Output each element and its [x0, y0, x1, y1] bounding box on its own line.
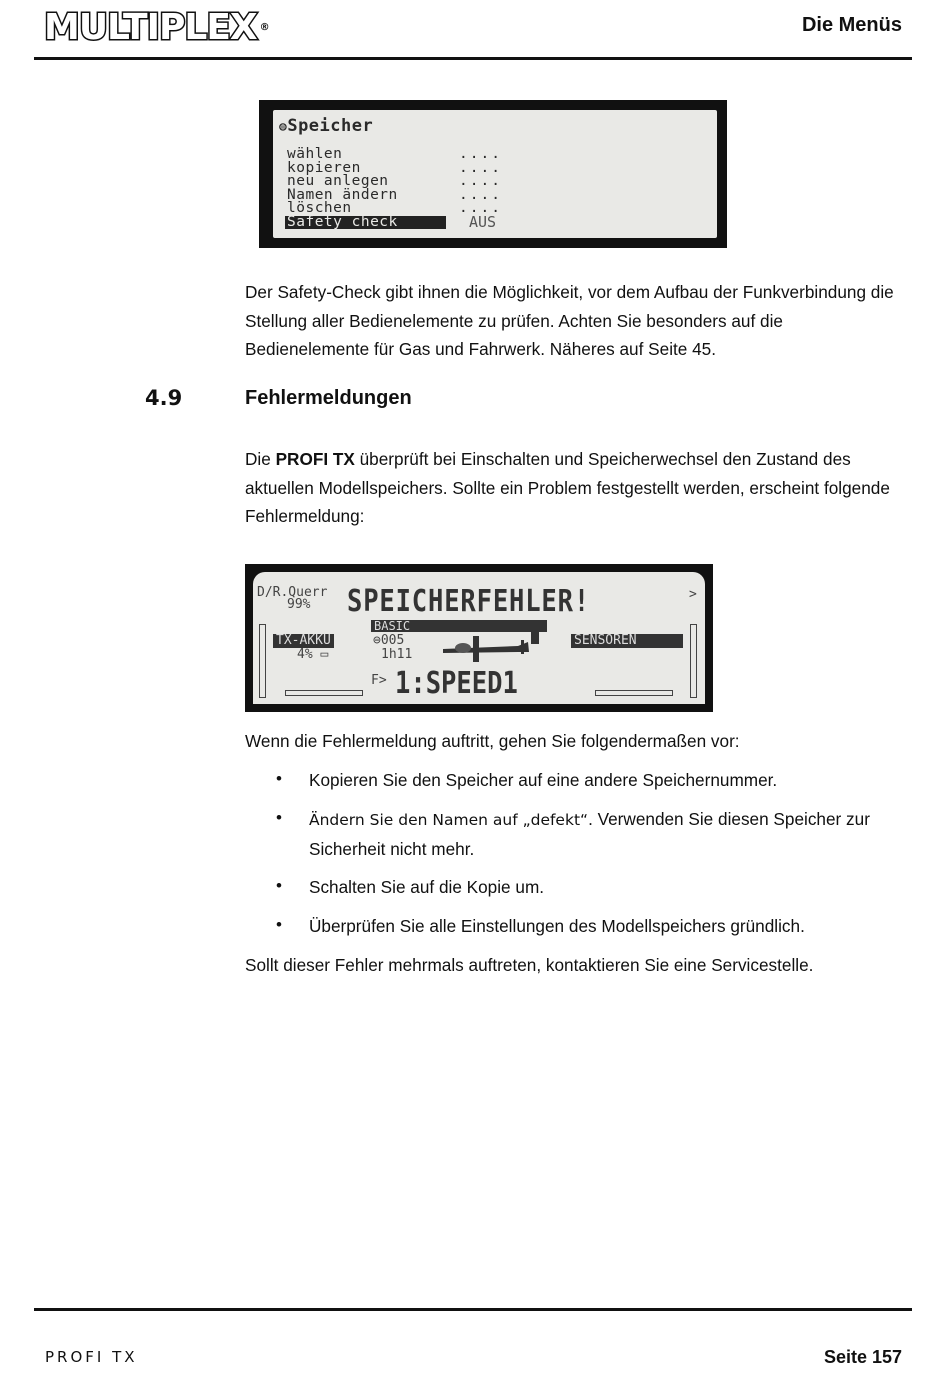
- memory-icon: ⊜: [373, 633, 381, 648]
- right-trim-slider: [690, 624, 697, 698]
- akku-value: 4% ▭: [297, 647, 329, 662]
- memory-icon: ⊜: [279, 120, 288, 135]
- bullet-item: Ändern Sie den Namen auf „defekt“. Verwenden Sie diesen Speicher zur Sicherheit nicht mehr.: [309, 809, 870, 859]
- menu-dots: ....: [459, 173, 502, 189]
- menu-item: löschen: [287, 200, 352, 216]
- bullet-item: Kopieren Sie den Speicher auf eine andere Speichernummer.: [309, 770, 778, 790]
- speicher-menu-screen: [259, 100, 727, 248]
- arrow-right-icon: >: [689, 587, 697, 602]
- bullet-item: Schalten Sie auf die Kopie um.: [309, 877, 545, 897]
- left-trim-slider: [259, 624, 266, 698]
- paragraph-steps-intro: Wenn die Fehlermeldung auftritt, gehen Sie folgendermaßen vor:: [245, 731, 740, 751]
- bullet-symbol: •: [276, 769, 282, 788]
- battery-icon: ▭: [312, 647, 329, 662]
- signal-bar: [531, 630, 539, 644]
- page-number: Seite 157: [823, 1347, 902, 1367]
- menu-dots: ....: [459, 146, 502, 162]
- timer-value: 1h11: [381, 647, 413, 662]
- bullet-symbol: •: [276, 876, 282, 895]
- error-title: SPEICHERFEHLER!: [347, 584, 591, 619]
- memory-number: ⊜005: [373, 633, 405, 648]
- speicherfehler-screen: [245, 564, 713, 712]
- menu-item: wählen: [287, 146, 343, 162]
- lcd-display: [273, 110, 717, 238]
- basic-bar: BASIC: [371, 620, 547, 632]
- menu-item-selected: Safety check: [285, 216, 446, 230]
- sensoren-label: SENSOREN: [571, 634, 683, 648]
- bullet-item: Überprüfen Sie alle Einstellungen des Modellspeichers gründlich.: [309, 916, 805, 936]
- section-title: Fehlermeldungen: [245, 387, 412, 409]
- paragraph-service: Sollt dieser Fehler mehrmals auftreten, kontaktieren Sie eine Servicestelle.: [245, 955, 814, 975]
- footer-rule: [34, 1308, 912, 1311]
- registered-mark: ®: [259, 22, 269, 33]
- dr-value: 99%: [287, 597, 311, 612]
- menu-dots: ....: [459, 200, 502, 216]
- dr-label: D/R.Querr: [257, 585, 328, 600]
- menu-item: Namen ändern: [287, 186, 398, 203]
- paragraph-safety-check: Der Safety-Check gibt ihnen die Möglichkeit, vor dem Aufbau der Funkverbindung die Stellung aller Bedienelemente zu prüfen. Achten Sie besonders auf die Bedienelemente für Gas und Fahrwerk. Näheres auf Seite 45.: [245, 282, 894, 360]
- footer-product: PROFI TX: [45, 1348, 138, 1366]
- bullet-symbol: •: [276, 808, 282, 827]
- header-rule: [34, 57, 912, 60]
- model-name: 1:SPEED1: [395, 666, 518, 701]
- airplane-icon: [433, 634, 533, 668]
- f-label: F>: [371, 673, 387, 688]
- header-title: Die Menüs: [801, 14, 902, 36]
- section-number: 4.9: [145, 386, 183, 410]
- menu-dots: ....: [459, 186, 502, 203]
- lcd-display: [253, 572, 705, 704]
- right-horizontal-trim: [595, 690, 673, 696]
- paragraph-intro: Die PROFI TX überprüft bei Einschalten und Speicherwechsel den Zustand des aktuellen Modellspeichers. Sollte ein Problem festgestellt werden, erscheint folgende Fehlermeldung:: [245, 449, 890, 527]
- bullet-symbol: •: [276, 915, 282, 934]
- product-name: PROFI TX: [275, 449, 355, 469]
- screen-title: ⊜Speicher: [279, 116, 374, 136]
- menu-dots: ....: [459, 159, 502, 176]
- left-horizontal-trim: [285, 690, 363, 696]
- menu-item: kopieren: [287, 159, 361, 176]
- safety-check-value: AUS: [469, 212, 497, 231]
- tx-akku-label: TX-AKKU: [273, 634, 334, 648]
- multiplex-logo: MULTIPLEX ®: [44, 7, 269, 48]
- menu-item: neu anlegen: [287, 173, 389, 189]
